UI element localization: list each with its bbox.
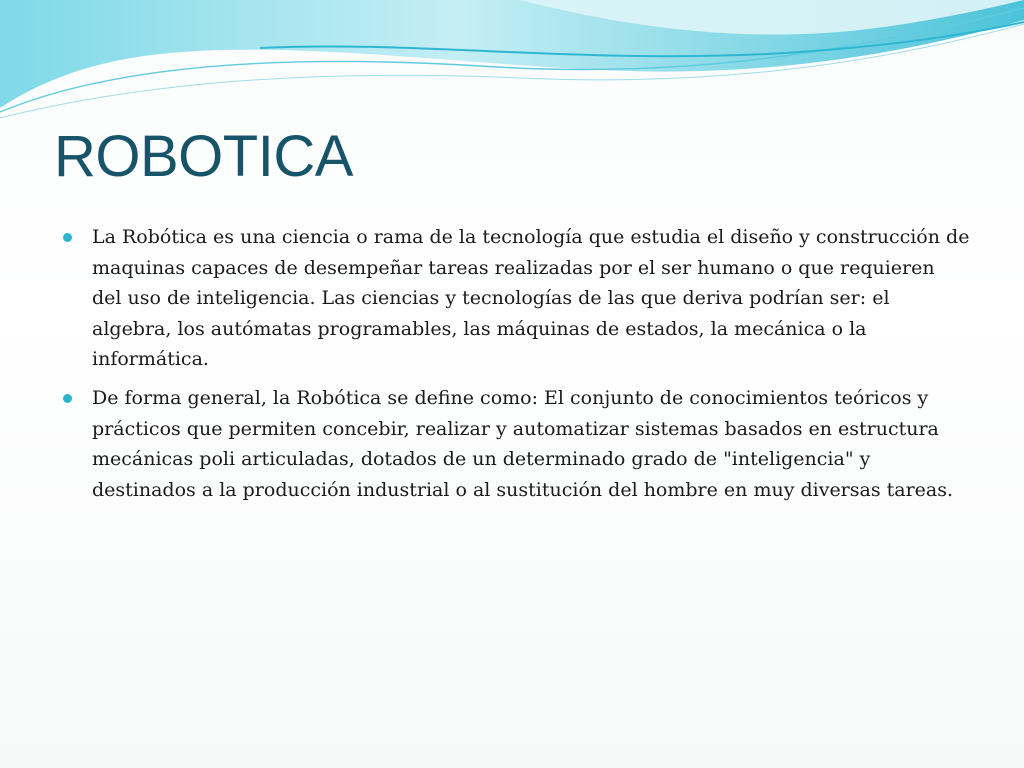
slide-title: ROBOTICA xyxy=(54,124,353,189)
list-item xyxy=(60,222,970,375)
bullet-list xyxy=(60,222,970,513)
list-item xyxy=(60,383,970,505)
bullet-text: De forma general, la Robótica se define como: El conjunto de conocimientos teóricos y prácticos que permiten concebir, realizar y automatizar sistemas basados en estructura mecánicas poli articuladas, dotados de un determinado grado de "inteligencia" y destinados a la producción industrial o al sustitución del hombre en muy diversas tareas. xyxy=(92,386,954,501)
header-wave-decoration xyxy=(0,0,1024,130)
bullet-icon xyxy=(63,394,72,403)
bullet-text: La Robótica es una ciencia o rama de la tecnología que estudia el diseño y construcción de maquinas capaces de desempeñar tareas realizadas por el ser humano o que requieren del uso de inteligencia. Las ciencias y tecnologías de las que deriva podrían ser: el algebra, los autómatas programables, las máquinas de estados, la mecánica o la informática. xyxy=(92,226,970,371)
bullet-icon xyxy=(63,233,72,242)
